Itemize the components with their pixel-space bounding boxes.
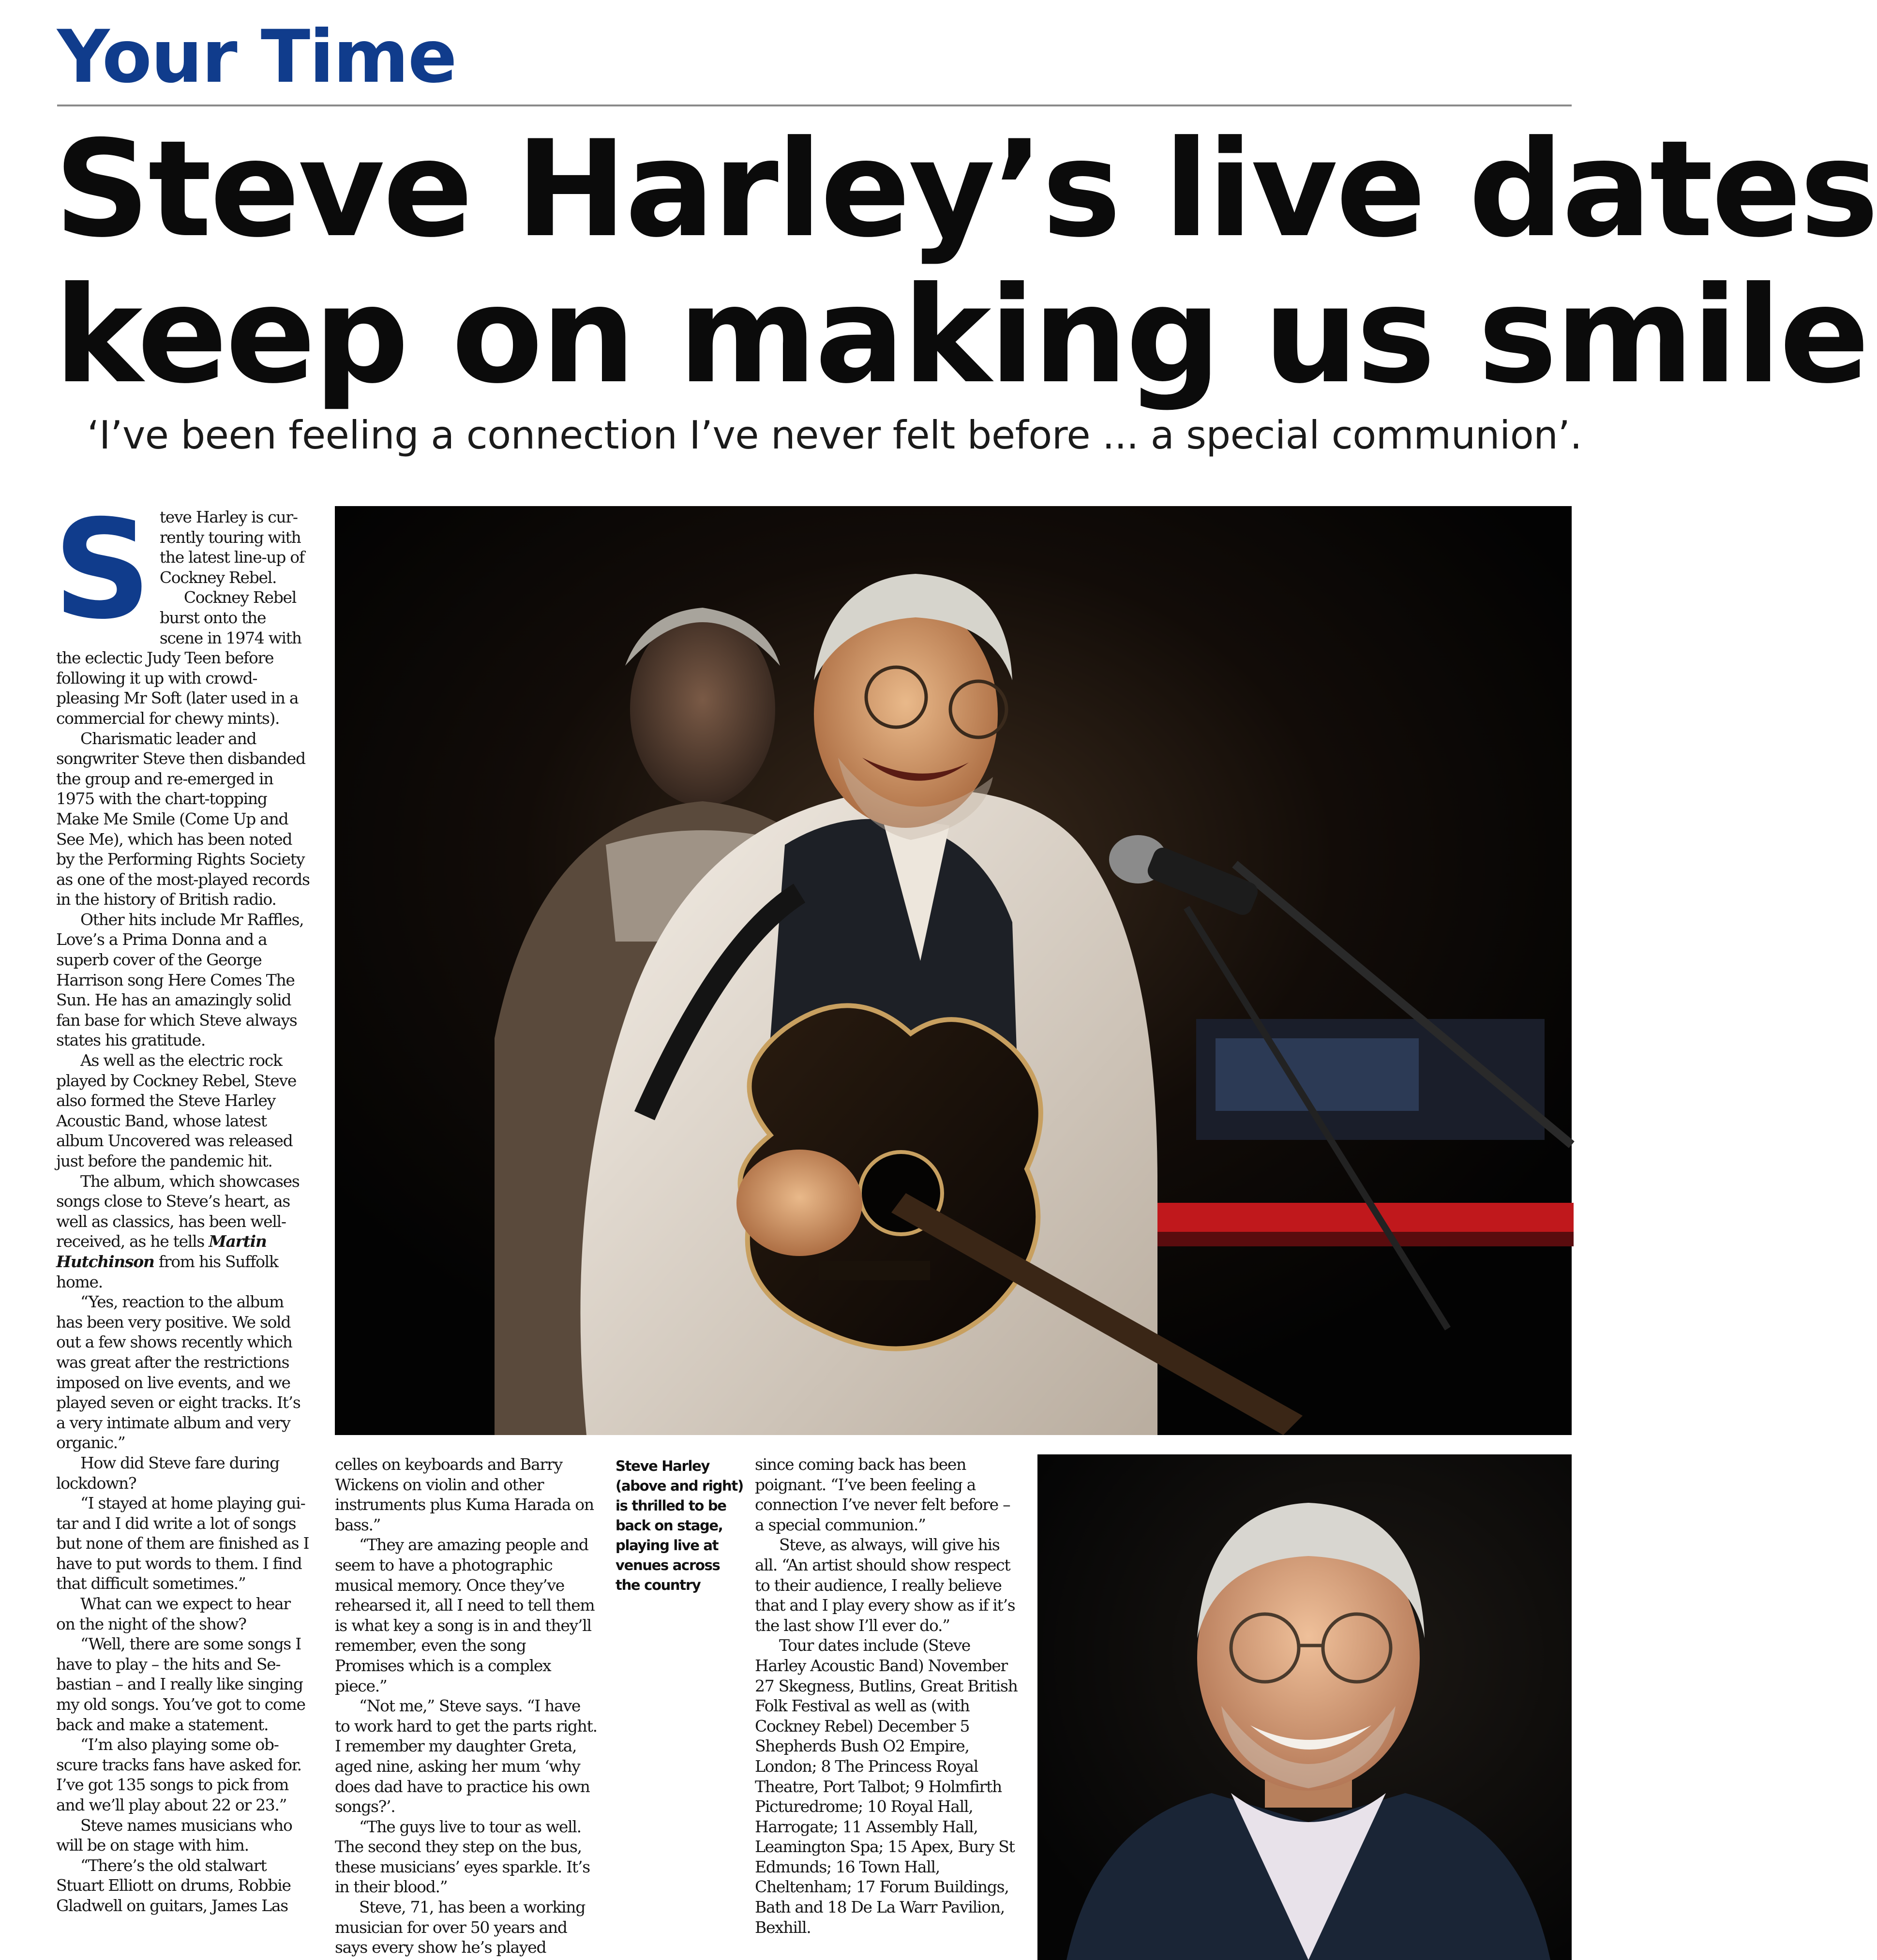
paragraph: Steve, 71, has been a working musician for over 50 years and says every show he’s played: [335, 1898, 586, 1957]
paragraph: “There’s the old stalwart Stuart Elliott on drums, Robbie Gladwell on guitars, James Las: [56, 1855, 291, 1915]
paragraph: “The guys live to tour as well. The second they step on the bus, these musicians’ eyes sparkle. It’s in their blood.”: [335, 1817, 590, 1897]
paragraph: Other hits include Mr Raffles, Love’s a Prima Donna and a superb cover of the George Harrison song Here Comes The Sun. He has an amazingly solid fan base for which Steve always states his gratitude.: [56, 910, 304, 1050]
paragraph: [56, 1171, 312, 1292]
portrait-photo-steve-harley: [1037, 1454, 1572, 1960]
paragraph: celles on keyboards and Barry Wickens on violin and other instruments plus Kuma Harada on bass.”: [335, 1455, 594, 1534]
photo-caption: [616, 1456, 746, 1595]
caption-text: (above and right) is thrilled to be back on stage, playing live at venues across the country: [616, 1478, 743, 1593]
paragraph: “I’m also playing some obscure tracks fans have asked for. I’ve got 135 songs to pick from and we’ll play about 22 or 23.”: [56, 1735, 301, 1814]
paragraph: since coming back has been poignant. “I’ve been feeling a connection I’ve never felt before – a special communion.”: [755, 1455, 1010, 1534]
article-column-3: [755, 1454, 1019, 1960]
article-column-1: [53, 490, 312, 1959]
headline: [54, 112, 1877, 413]
paragraph: Charismatic leader and songwriter Steve then disbanded the group and re-emerged in 1975 with the chart-topping Make Me Smile (Come Up and See Me), which has been noted by the Performing Rights Society as one of the most-played records in the history of British radio.: [56, 729, 310, 909]
paragraph: “They are amazing people and seem to have a photographic musical memory. Once they’ve rehearsed it, all I need to tell them is what key a song is in and they’ll remember, even the song Promises which is a complex piece.”: [335, 1535, 595, 1695]
paragraph: What can we expect to hear on the night of the show?: [56, 1594, 290, 1633]
section-label: Your Time: [57, 15, 456, 99]
paragraph: teve Harley is currently touring with the latest line-up of Cockney Rebel.: [159, 508, 304, 587]
paragraph: Tour dates include (Steve Harley Acoustic Band) November 27 Skegness, Butlins, Great British Folk Festival as well as (with Cockney Rebel) December 5 Shepherds Bush O2 Empire, London; 8 The Princess Royal Theatre, Port Talbot; 9 Holmfirth Picturedrome; 10 Royal Hall, Harrogate; 11 Assembly Hall, Leamington Spa; 15 Apex, Bury St Edmunds; 16 Town Hall, Cheltenham; 17 Forum Buildings, Bath and 18 De La Warr Pavilion, Bexhill.: [755, 1636, 1018, 1937]
main-photo-steve-harley-on-stage: [335, 506, 1572, 1435]
drop-cap: S: [53, 490, 151, 649]
paragraph: How did Steve fare during lockdown?: [56, 1453, 280, 1493]
paragraph: As well as the electric rock played by Cockney Rebel, Steve also formed the Steve Harley Acoustic Band, whose latest album Uncovered was released just before the pandemic hit.: [56, 1051, 297, 1170]
caption-name: Steve Harley: [616, 1458, 710, 1474]
paragraph-text: from his Suffolk home.: [56, 1252, 278, 1291]
standfirst: ‘I’ve been feeling a connection I’ve never felt before ... a special communion’.: [87, 413, 1582, 458]
paragraph-text: The album, which showcases songs close to Steve’s heart, as well as classics, has been well-received, as he tells: [56, 1171, 300, 1251]
paragraph: Steve names musicians who will be on stage with him.: [56, 1815, 292, 1855]
paragraph: Steve, as always, will give his all. “An artist should show respect to their audience, I really believe that and I play every show as if it’s the last show I’ll ever do.”: [755, 1535, 1015, 1635]
paragraph: “Well, there are some songs I have to play – the hits and Sebastian – and I really like singing my old songs. You’ve got to come back and make a statement.: [56, 1634, 305, 1734]
portrait-illustration: [1037, 1454, 1572, 1960]
header-divider: [57, 105, 1572, 106]
paragraph: “Not me,” Steve says. “I have to work hard to get the parts right. I remember my daughter Greta, aged nine, asking her mum ‘why does dad have to practice his own songs?’.: [335, 1696, 597, 1816]
stage-photo-illustration: [335, 506, 1572, 1435]
paragraph: “I stayed at home playing guitar and I did write a lot of songs but none of them are finished as I have to put words to them. I find that difficult sometimes.”: [56, 1494, 309, 1593]
article-column-2: [335, 1454, 599, 1960]
paragraph: Cockney Rebel burst onto the scene in 1974 with the eclectic Judy Teen before following it up with crowd-pleasing Mr Soft (later used in a commercial for chewy mints).: [56, 588, 301, 728]
author-credit: Martin Hutchinson: [56, 1232, 267, 1271]
headline-line-1: Steve Harley’s live dates: [54, 112, 1877, 267]
headline-line-2: keep on making us smile: [54, 258, 1868, 413]
paragraph: “Yes, reaction to the album has been very positive. We sold out a few shows recently which was great after the restrictions imposed on live events, and we played seven or eight tracks. It’s a very intimate album and very organic.”: [56, 1292, 300, 1452]
